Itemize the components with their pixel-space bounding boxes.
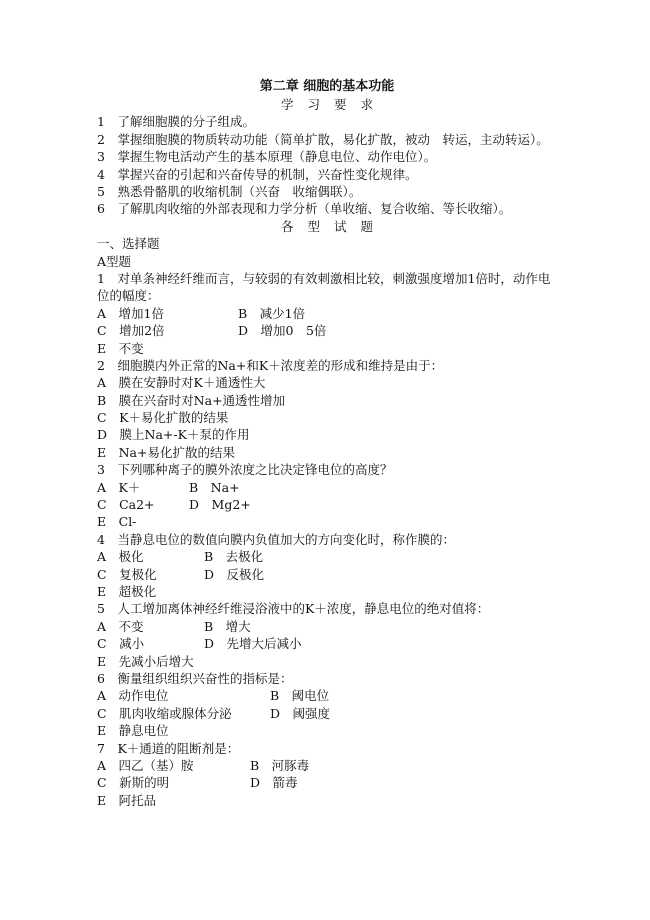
option-c: C 增加2倍 [97,323,165,339]
option-row [97,774,557,791]
option-row [97,305,557,322]
option-c: C 肌肉收缩或腺体分泌 [97,705,232,721]
question-stem: 7 K＋通道的阻断剂是： [97,740,240,756]
option-a: A 不变 [97,618,144,634]
option-row [97,687,557,704]
option-c: C 减小 [97,636,145,652]
requirement-item: 3 掌握生物电活动产生的基本原理（静息电位、动作电位）。 [97,149,437,165]
section-heading: 一、选择题 [97,236,160,252]
question-stem: 5 人工增加离体神经纤维浸浴液中的K＋浓度，静息电位的绝对值将： [97,601,490,617]
requirement-item: 2 掌握细胞膜的物质转动功能（简单扩散，易化扩散，被动 转运，主动转运）。 [97,131,549,147]
question-stem: 4 当静息电位的数值向膜内负值加大的方向变化时，称作膜的： [97,531,455,547]
question-type-label: A型题 [97,253,132,269]
option-b: B 去极化 [204,549,264,565]
requirement-item: 5 熟悉骨骼肌的收缩机制（兴奋 收缩偶联）。 [97,183,362,199]
chapter-title: 第二章 细胞的基本功能 [259,79,395,94]
option-c: C K＋易化扩散的结果 [97,410,229,426]
option-d: D 增加0 5倍 [238,323,327,339]
option-d: D 反极化 [204,566,265,582]
option-c: C Ca2+ [97,497,155,513]
option-e: E 阿托品 [97,792,157,808]
option-e: E 先减小后增大 [97,653,194,669]
requirement-item: 4 掌握兴奋的引起和兴奋传导的机制，兴奋性变化规律。 [97,166,418,182]
document-page [97,78,557,809]
option-b: B 增大 [204,618,251,634]
option-row [97,548,557,565]
option-a: A 极化 [97,549,144,565]
option-d: D 先增大后减小 [204,636,302,652]
option-a: A 动作电位 [97,688,169,704]
option-row [97,618,557,635]
question-stem: 1 对单条神经纤维而言，与较弱的有效刺激相比较，刺激强度增加1倍时，动作电位的幅度： [97,270,551,304]
option-a: A 四乙（基）胺 [97,757,194,773]
option-row [97,479,557,496]
option-e: E Cl- [97,514,137,530]
option-c: C 新斯的明 [97,775,170,791]
option-d: D Mg2+ [189,497,251,513]
option-b: B 河豚毒 [250,757,310,773]
option-c: C 复极化 [97,566,157,582]
question-stem: 6 衡量组织组织兴奋性的指标是： [97,670,293,686]
option-a: A K＋ [97,479,141,495]
option-row [97,757,557,774]
option-d: D 膜上Na+-K＋泵的作用 [97,427,250,443]
option-e: E 静息电位 [97,723,169,739]
option-a: A 增加1倍 [97,305,164,321]
question-stem: 3 下列哪种离子的膜外浓度之比决定锋电位的高度？ [97,462,393,478]
option-row [97,635,557,652]
option-d: D 阈强度 [270,705,331,721]
option-e: E Na+易化扩散的结果 [97,444,235,460]
learning-requirements-heading: 学习要求 [280,97,387,112]
option-row [97,496,557,513]
option-b: B 膜在兴奋时对Na+通透性增加 [97,392,286,408]
option-row [97,705,557,722]
option-d: D 箭毒 [250,775,298,791]
requirement-item: 6 了解肌肉收缩的外部表现和力学分析（单收缩、复合收缩、等长收缩）。 [97,201,512,217]
option-row [97,566,557,583]
option-b: B 减少1倍 [238,305,306,321]
option-row [97,322,557,339]
option-b: B Na+ [189,479,240,495]
question-stem: 2 细胞膜内外正常的Na+和K＋浓度差的形成和维持是由于： [97,357,444,373]
question-types-heading: 各型试题 [280,218,387,234]
requirement-item: 1 了解细胞膜的分子组成。 [97,114,255,130]
option-a: A 膜在安静时对K＋通透性大 [97,375,266,391]
option-e: E 不变 [97,340,144,356]
option-e: E 超极化 [97,584,157,599]
option-b: B 阈电位 [270,688,330,704]
